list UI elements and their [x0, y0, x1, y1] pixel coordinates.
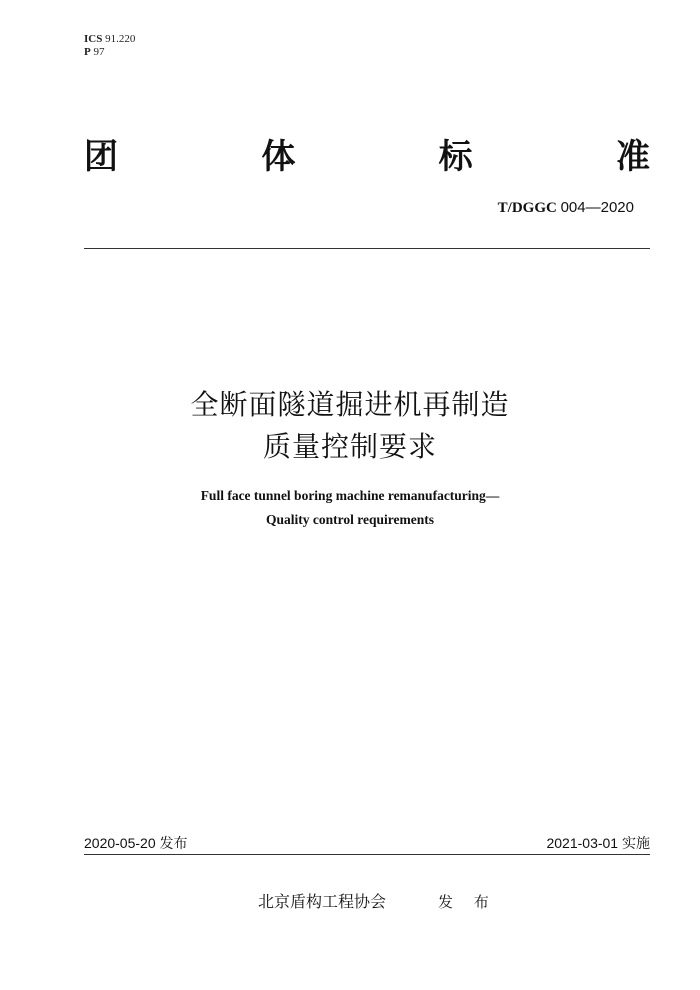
ccs-code: 97 — [93, 46, 105, 58]
ics-label: ICS — [84, 33, 103, 45]
standard-type-char: 标 — [438, 137, 473, 177]
publisher-name: 北京盾构工程协会 — [258, 892, 387, 911]
publish-label: 发 布 — [438, 893, 497, 911]
standard-type-char: 体 — [261, 137, 296, 177]
ics-line — [84, 33, 135, 46]
ccs-line — [84, 46, 135, 59]
standard-number — [498, 199, 634, 217]
standard-code: T/DGGC — [497, 200, 557, 216]
chinese-title-line-2: 质量控制要求 — [262, 430, 437, 463]
classification-codes — [84, 33, 135, 59]
standard-type-char: 团 — [84, 137, 118, 177]
top-divider — [84, 248, 650, 249]
issue-date-value: 2020-05-20 — [84, 835, 156, 851]
english-title-line-1: Full face tunnel boring machine remanufacturing— — [200, 488, 500, 503]
effective-date-label: 实施 — [622, 835, 650, 851]
effective-date-value: 2021-03-01 — [546, 835, 619, 851]
standard-type-char: 准 — [615, 137, 650, 177]
ccs-label: P — [84, 46, 91, 58]
issue-date — [84, 833, 188, 853]
issue-date-label: 发布 — [159, 835, 188, 851]
chinese-title-line-1: 全断面隧道掘进机再制造 — [190, 388, 510, 421]
effective-date — [546, 833, 650, 853]
english-title-line-2: Quality control requirements — [266, 512, 434, 527]
bottom-divider — [84, 854, 650, 855]
standard-number-value: 004—2020 — [560, 199, 634, 216]
ics-code: 91.220 — [105, 33, 136, 45]
standard-type-heading — [84, 132, 650, 182]
